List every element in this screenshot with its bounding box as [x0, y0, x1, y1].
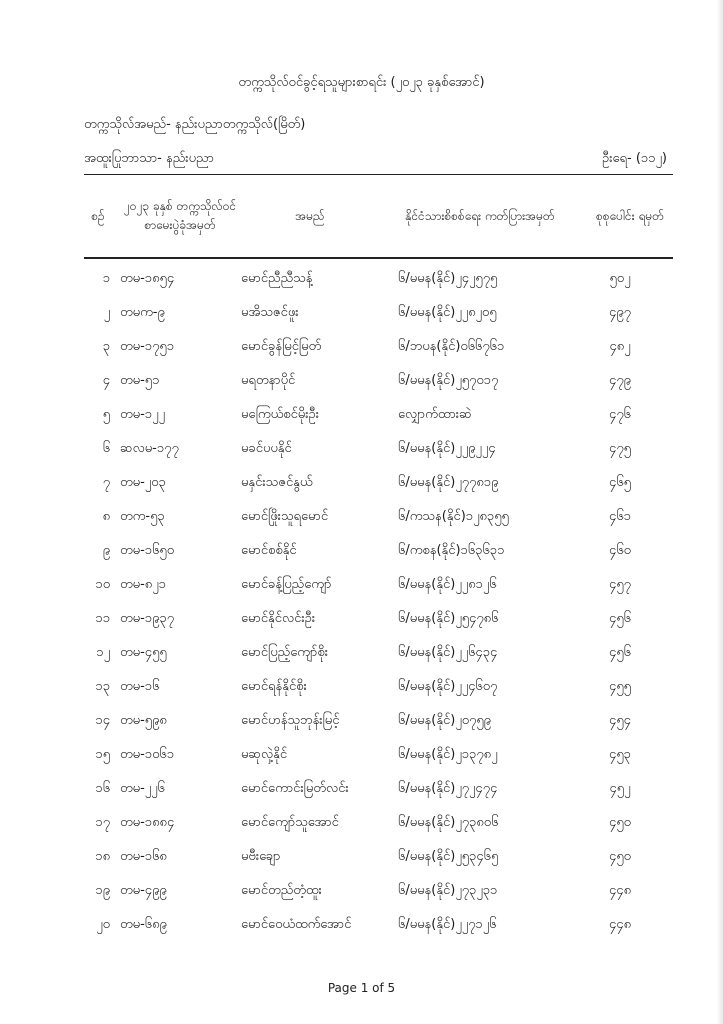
nrc-number: ၆/မမန(နိုင်)၂၇၃၈၀၆ [398, 815, 499, 830]
total-score: ၄၅၄ [609, 713, 631, 728]
table-row [0, 440, 723, 460]
table-row [0, 270, 723, 290]
student-name: မောင်ဟန်သူဘုန်းမြင့် [241, 713, 340, 728]
total-score: ၄၇၆ [609, 407, 631, 422]
exam-number: တမ-၂၀၃ [120, 475, 166, 490]
total-score: ၄၄၈ [608, 883, 632, 898]
total-score: ၄၅၂ [609, 781, 631, 796]
exam-number: တမ-၅၁ [120, 373, 160, 388]
total-score: ၄၅၃ [609, 747, 631, 762]
table-row [0, 814, 723, 834]
exam-number: တမ-၁၆၅၀ [120, 543, 175, 558]
student-name: မောင်ညီညီသန့် [241, 271, 313, 286]
exam-number: တမ-၁၆ [120, 679, 160, 694]
table-row [0, 916, 723, 936]
student-name: မောင်ခွန်မြင့်မြတ် [241, 339, 322, 354]
page-title: တက္ကသိုလ်ဝင်ခွင့်ရသူများစာရင်း (၂၀၂၃ ခုနှစ်အောင်) [238, 75, 485, 90]
table-row [0, 848, 723, 868]
row-number: ၁၉ [95, 883, 110, 898]
nrc-number: ၆/မမန(နိုင်)၂၀၇၅၉ [398, 713, 491, 728]
student-name: မကြေယ်စင်မိုးဦး [241, 407, 320, 422]
exam-number: တမ-၆၈၉ [120, 917, 167, 932]
row-number: ၅ [102, 407, 110, 422]
row-number: ၁၅ [95, 747, 110, 762]
nrc-number: ၆/မမန(နိုင်)၂၁၃၇၈၂ [398, 747, 498, 762]
row-number: ၁၀ [95, 577, 110, 592]
exam-number: တမ-၁၂၂ [120, 407, 165, 422]
nrc-number: ၆/မမန(နိုင်)၂၂၉၂၂၄ [398, 441, 496, 456]
table-row [0, 882, 723, 902]
exam-number: တမ-၂၂၆ [120, 781, 165, 796]
total-score: ၄၉၇ [609, 305, 631, 320]
nrc-number: ၆/မမန(နိုင်)၂၅၃၄၆၅ [398, 849, 499, 864]
total-score: ၅၀၂ [609, 271, 631, 286]
exam-number: တမ-၁၀၆၁ [120, 747, 175, 762]
row-number: ၁၄ [95, 713, 110, 728]
exam-number: ဆလမ-၁၇၇ [120, 441, 179, 456]
table-row [0, 372, 723, 392]
table-row [0, 542, 723, 562]
table-row [0, 746, 723, 766]
total-score: ၄၇၉ [609, 373, 631, 388]
exam-number: တမ-၁၇၅၁ [120, 339, 175, 354]
student-name: မောင်ခန့်ပြည့်ကျော် [241, 577, 332, 592]
page-footer: Page 1 of 5 [327, 981, 396, 995]
exam-number: တမ-၁၈၅၄ [120, 271, 175, 286]
nrc-number: ၆/မမန(နိုင်)၂၄၂၅၇၅ [398, 271, 498, 286]
row-number: ၁၃ [95, 679, 110, 694]
exam-number: တမ-၁၆၈ [120, 849, 167, 864]
table-row [0, 338, 723, 358]
nrc-number: ၆/ဘပန(နိုင်)၀၆၆၇၆၁ [398, 339, 505, 354]
table-top-rule [84, 174, 673, 175]
total-score: ၄၄၈ [608, 917, 632, 932]
total-score: ၄၅၀ [609, 849, 631, 864]
nrc-number: ၆/မမန(နိုင်)၂၅၇၀၁၇ [398, 373, 499, 388]
header-exam-number: ၂၀၂၃ ခုနှစ် တက္ကသိုလ်ဝင် စာမေးပွဲခုံအမှတ် [123, 199, 237, 232]
nrc-number: ၆/မမန(နိုင်)၂၂၄၆၀၇ [398, 679, 498, 694]
student-name: မဗီးချော [241, 849, 281, 864]
row-number: ၁၂ [96, 645, 110, 660]
nrc-number: ၆/မမန(နိုင်)၂၂၆၄၃၄ [398, 645, 498, 660]
table-row [0, 508, 723, 528]
row-number: ၂ [103, 305, 110, 320]
student-name: မနှင်းသဇင်နွယ် [241, 475, 313, 490]
row-number: ၉ [102, 543, 110, 558]
header-name: အမည် [295, 208, 325, 223]
quota-label: ဦးရေ- (၁၁၂) [601, 151, 667, 166]
student-name: မဆုလှဲ့နိုင် [241, 747, 288, 762]
table-row [0, 780, 723, 800]
total-score: ၄၅၇ [609, 577, 631, 592]
row-number: ၃ [102, 339, 110, 354]
student-name: မအိသဇင်ဖူး [241, 305, 299, 320]
table-header-rule [84, 257, 673, 259]
student-name: မောင်စစ်နိုင် [241, 543, 297, 558]
table-row [0, 406, 723, 426]
table-row [0, 576, 723, 596]
table-row [0, 304, 723, 324]
row-number: ၇ [102, 475, 110, 490]
total-score: ၄၅၀ [609, 815, 631, 830]
student-name: မခင်ပပနိုင် [241, 441, 292, 456]
exam-number: တမ-၅၉၈ [120, 713, 167, 728]
nrc-number: ၆/မမန(နိုင်)၂၇၂၄၇၄ [398, 781, 498, 796]
department-label: အထူးပြုဘာသာ- နည်းပညာ [84, 151, 214, 166]
nrc-number: လျှောက်ထားဆဲ [398, 407, 472, 422]
row-number: ၁၈ [95, 849, 110, 864]
row-number: ၁ [102, 271, 110, 286]
header-total-score: စုစုပေါင်း ရမှတ် [596, 208, 664, 223]
exam-number: တမ-၁၈၈၄ [120, 815, 175, 830]
exam-number: တမ-၄၉၉ [120, 883, 167, 898]
student-name: မောင်ကောင်းမြတ်လင်း [241, 781, 349, 796]
row-number: ၆ [102, 441, 110, 456]
table-row [0, 474, 723, 494]
total-score: ၄၆၀ [609, 543, 631, 558]
exam-number: တမ-၄၅၅ [120, 645, 167, 660]
row-number: ၈ [102, 509, 110, 524]
student-name: မောင်ကျော်သူအောင် [241, 815, 339, 830]
header-no: စဉ် [91, 208, 105, 223]
nrc-number: ၆/မမန(နိုင်)၂၅၄၇၈၆ [398, 611, 499, 626]
table-row [0, 644, 723, 664]
total-score: ၄၅၅ [609, 679, 631, 694]
total-score: ၄၅၆ [609, 645, 631, 660]
student-name: မောင်ပြည့်ကျော်စိုး [241, 645, 329, 660]
exam-number: တမက-၉ [120, 305, 165, 320]
exam-number: တမ-၁၉၃၇ [120, 611, 175, 626]
total-score: ၄၇၅ [609, 441, 631, 456]
total-score: ၄၆၅ [609, 475, 631, 490]
total-score: ၄၅၆ [609, 611, 631, 626]
row-number: ၁၁ [95, 611, 110, 626]
nrc-number: ၆/မမန(နိုင်)၂၂၇၁၂၆ [398, 917, 497, 932]
exam-number: တမ-၈၂၁ [120, 577, 166, 592]
university-name: တက္ကသိုလ်အမည်- နည်းပညာတက္ကသိုလ်(မြိတ်) [84, 117, 306, 132]
row-number: ၄ [102, 373, 110, 388]
student-name: မောင်နိုင်လင်းဦး [241, 611, 316, 626]
table-row [0, 610, 723, 630]
nrc-number: ၆/မမန(နိုင်)၂၇၇၈၁၉ [398, 475, 499, 490]
row-number: ၁၇ [95, 815, 110, 830]
student-name: မောင်ရန်နိုင်စိုး [241, 679, 307, 694]
header-nrc: နိုင်ငံသားစိစစ်ရေး ကတ်ပြားအမှတ် [405, 208, 555, 223]
student-name: မောင်ဝေယံထက်အောင် [241, 917, 352, 932]
student-name: မောင်ဖြိုးသူရမောင် [241, 509, 329, 524]
exam-number: တက-၅၃ [120, 509, 165, 524]
total-score: ၄၆၁ [609, 509, 631, 524]
student-name: မရတနာပိုင် [241, 373, 296, 388]
table-row [0, 712, 723, 732]
table-row [0, 678, 723, 698]
nrc-number: ၆/မမန(နိုင်)၂၇၃၂၃၁ [398, 883, 498, 898]
nrc-number: ၆/ကစန(နိုင်)၁၆၃၆၃၁ [398, 543, 505, 558]
row-number: ၂၀ [96, 917, 110, 932]
nrc-number: ၆/မမန(နိုင်)၂၂၈၂၀၅ [398, 305, 497, 320]
total-score: ၄၈၂ [609, 339, 631, 354]
nrc-number: ၆/မမန(နိုင်)၂၂၈၁၂၆ [398, 577, 497, 592]
row-number: ၁၆ [95, 781, 110, 796]
nrc-number: ၆/ကသန(နိုင်)၁၂၈၃၅၅ [398, 509, 509, 524]
student-name: မောင်တည်တံ့ထူး [241, 883, 322, 898]
